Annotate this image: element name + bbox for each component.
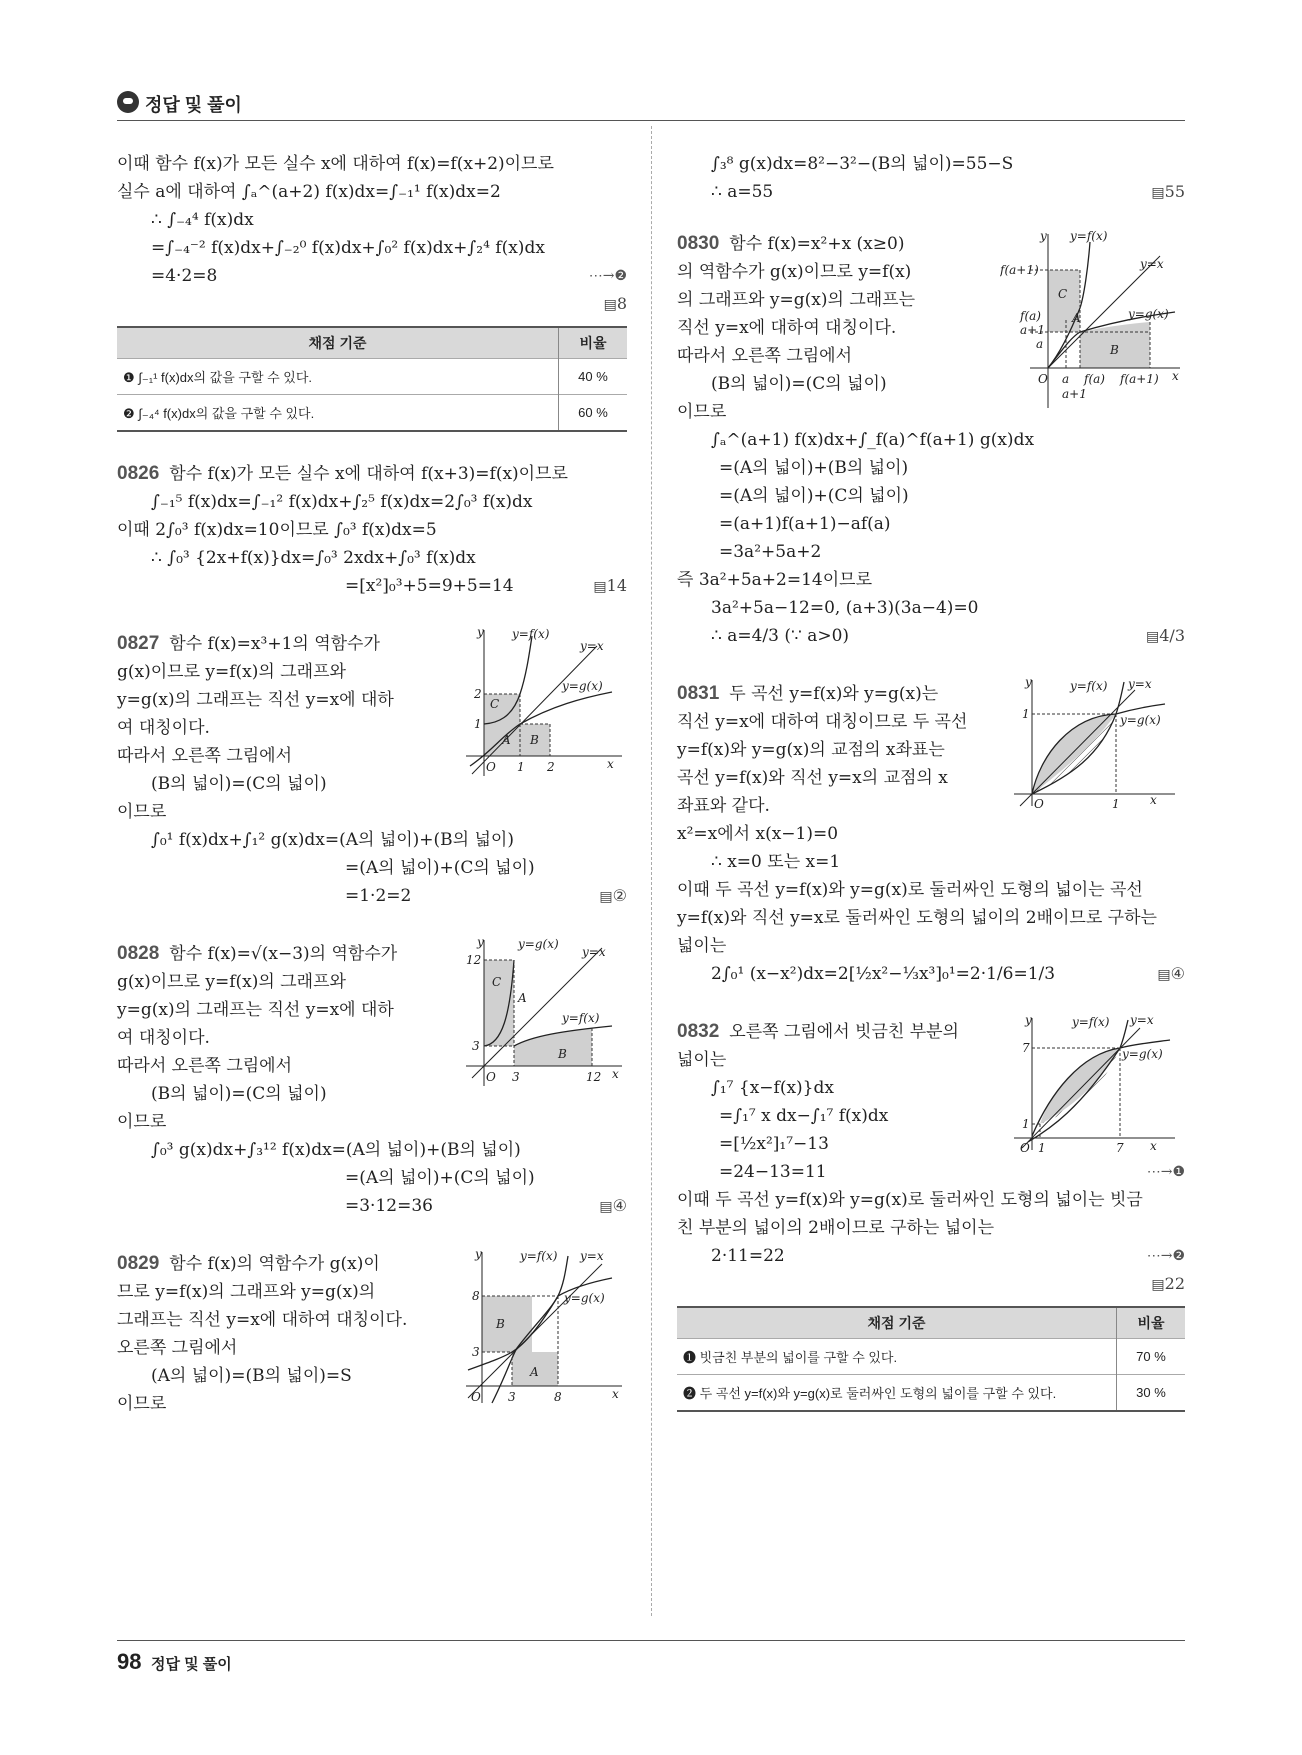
tick-label: 3 (508, 1390, 516, 1404)
problem-number: 0831 (677, 683, 720, 704)
problem-number: 0828 (117, 943, 160, 964)
tick-label: f(a) (1020, 309, 1041, 323)
region-label: C (1058, 287, 1068, 301)
grading-table (677, 1306, 1185, 1412)
text-line: 므로 y=f(x)의 그래프와 y=g(x)의 (117, 1282, 376, 1302)
text-line: =[x²]₀³+5=9+5=14 (345, 576, 514, 596)
answer-label: ▤ 22 (1151, 1270, 1185, 1299)
curve-label: y=f(x) (562, 1011, 600, 1025)
table-cell: 70 % (1117, 1339, 1186, 1375)
text-line: ∴ ∫₀³ {2x+f(x)}dx=∫₀³ 2xdx+∫₀³ f(x)dx (151, 548, 476, 568)
text-line: 2∫₀¹ (x−x²)dx=2[½x²−⅓x³]₀¹=2·1/6=1/3 (711, 964, 1056, 984)
text-line: 함수 f(x)의 역함수가 g(x)이 (169, 1254, 380, 1274)
table-cell: ❶ 빗금친 부분의 넓이를 구할 수 있다. (677, 1339, 1117, 1375)
column-divider (651, 126, 652, 1616)
line-label: y=x (580, 1249, 604, 1263)
grading-table (117, 326, 627, 432)
text-line: y=f(x)와 y=g(x)의 교점의 x좌표는 (677, 740, 945, 760)
curve-label: y=g(x) (1128, 307, 1169, 321)
curve-label: y=g(x) (1120, 713, 1161, 727)
axis-label: y (1040, 229, 1047, 243)
text-line: =[½x²]₁⁷−13 (719, 1134, 829, 1154)
text-line: 여 대칭이다. (117, 718, 210, 738)
text-line: =(A의 넓이)+(C의 넓이) (345, 1168, 535, 1188)
figure-0827 (462, 626, 627, 786)
step-mark: ⋯→ ❷ (589, 262, 627, 290)
line-label: y=x (580, 639, 604, 653)
line-label: y=x (1130, 1014, 1154, 1027)
tick-label: a (1062, 372, 1070, 386)
table-row (677, 1375, 1185, 1412)
region-label: C (492, 975, 502, 989)
answer-label: ▤ ④ (599, 1192, 627, 1221)
intro-block (117, 150, 627, 318)
text-line: ∴ ∫₋₄⁴ f(x)dx (151, 210, 254, 230)
answer-label: ▤ ④ (1157, 960, 1185, 989)
problem-number: 0826 (117, 463, 160, 484)
tick-label: 8 (472, 1289, 480, 1303)
text-line: 이므로 (677, 402, 727, 422)
answer-label: ▤ 4/3 (1146, 622, 1185, 651)
axis-label: y (477, 936, 484, 949)
text-line: 이므로 (117, 1112, 167, 1132)
text-line: 직선 y=x에 대하여 대칭이므로 두 곡선 (677, 712, 968, 732)
text-line: (A의 넓이)=(B의 넓이)=S (151, 1366, 352, 1386)
table-row (117, 359, 627, 395)
origin-label: O (1038, 372, 1048, 386)
footer-title: 정답 및 풀이 (151, 1656, 232, 1673)
step-mark: ⋯→ ❶ (1147, 1158, 1185, 1186)
answer-label: ▤ 55 (1151, 178, 1185, 207)
table-cell: 30 % (1117, 1375, 1186, 1412)
text-line: 이때 두 곡선 y=f(x)와 y=g(x)로 둘러싸인 도형의 넓이는 빗금 (677, 1190, 1143, 1210)
text-line: 이때 두 곡선 y=f(x)와 y=g(x)로 둘러싸인 도형의 넓이는 곡선 (677, 880, 1143, 900)
answer-label: ▤ 14 (593, 572, 627, 601)
text-line: =(A의 넓이)+(B의 넓이) (719, 458, 909, 478)
tick-label: 1 (1022, 707, 1030, 721)
table-cell: ❷ ∫₋₄⁴ f(x)dx의 값을 구할 수 있다. (117, 395, 559, 432)
text-line: (B의 넓이)=(C의 넓이) (711, 374, 887, 394)
curve-label: y=f(x) (1072, 1015, 1110, 1029)
text-line: =(A의 넓이)+(C의 넓이) (719, 486, 909, 506)
text-line: 의 그래프와 y=g(x)의 그래프는 (677, 290, 916, 310)
text-line: (B의 넓이)=(C의 넓이) (151, 1084, 327, 1104)
text-line: ∫₀¹ f(x)dx+∫₁² g(x)dx=(A의 넓이)+(B의 넓이) (151, 830, 514, 850)
axis-label: x (1150, 793, 1157, 807)
curve-label: y=g(x) (518, 937, 559, 951)
text-line: =1·2=2 (345, 886, 412, 906)
problem-0827 (117, 626, 627, 910)
origin-label: O (471, 1390, 481, 1404)
text-line: 넓이는 (677, 936, 727, 956)
tick-label: a+1 (1062, 387, 1087, 401)
tick-label: f(a) (1084, 372, 1105, 386)
region-label: A (1072, 311, 1081, 325)
axis-label: y (475, 1248, 482, 1261)
text-line: ∴ x=0 또는 x=1 (711, 852, 841, 872)
figure-0828 (462, 936, 627, 1096)
text-line: ∴ a=4/3 (∵ a>0) (711, 626, 850, 646)
axis-label: x (612, 1067, 619, 1081)
region-label: B (496, 1317, 505, 1331)
text-line: 2·11=22 (711, 1246, 785, 1266)
text-line: =∫₁⁷ x dx−∫₁⁷ f(x)dx (719, 1106, 889, 1126)
problem-0826 (117, 460, 627, 600)
text-line: 따라서 오른쪽 그림에서 (117, 1056, 293, 1076)
figure-0832 (1010, 1014, 1185, 1159)
text-line: 함수 f(x)=√(x−3)의 역함수가 (169, 944, 398, 964)
page-header (117, 88, 1185, 121)
table-cell: ❷ 두 곡선 y=f(x)와 y=g(x)로 둘러싸인 도형의 넓이를 구할 수 있다. (677, 1375, 1117, 1412)
text-line: ∴ a=55 (711, 182, 774, 202)
axis-label: x (607, 757, 614, 771)
text-line: 오른쪽 그림에서 빗금친 부분의 (729, 1022, 959, 1042)
text-line: 함수 f(x)가 모든 실수 x에 대하여 f(x+3)=f(x)이므로 (169, 464, 568, 484)
curve-label: y=g(x) (1122, 1047, 1163, 1061)
text-line: =3·12=36 (345, 1196, 433, 1216)
curve-label: y=g(x) (564, 1291, 605, 1305)
text-line: ∫₃⁸ g(x)dx=8²−3²−(B의 넓이)=55−S (711, 154, 1014, 174)
tick-label: 3 (472, 1345, 480, 1359)
curve-label: y=f(x) (520, 1249, 558, 1263)
line-label: y=x (582, 945, 606, 959)
text-line: 3a²+5a−12=0, (a+3)(3a−4)=0 (711, 598, 979, 618)
text-line: 그래프는 직선 y=x에 대하여 대칭이다. (117, 1310, 408, 1330)
axis-label: y (1025, 1014, 1032, 1027)
text-line: 여 대칭이다. (117, 1028, 210, 1048)
table-header: 채점 기준 (117, 327, 559, 359)
tick-label: a (1036, 337, 1044, 351)
text-line: ∫₋₁⁵ f(x)dx=∫₋₁² f(x)dx+∫₂⁵ f(x)dx=2∫₀³ f(x)dx (151, 492, 533, 512)
table-header: 비율 (559, 327, 628, 359)
text-line: =∫₋₄⁻² f(x)dx+∫₋₂⁰ f(x)dx+∫₀² f(x)dx+∫₂⁴ f(x)dx (151, 238, 545, 258)
header-title: 정답 및 풀이 (145, 95, 242, 115)
problem-number: 0829 (117, 1253, 160, 1274)
problem-0832 (677, 1014, 1185, 1298)
tick-label: 2 (547, 760, 555, 774)
text-line: =(A의 넓이)+(C의 넓이) (345, 858, 535, 878)
table-row (117, 395, 627, 432)
region-label: C (490, 697, 500, 711)
text-line: 함수 f(x)=x³+1의 역함수가 (169, 634, 380, 654)
text-line: 두 곡선 y=f(x)와 y=g(x)는 (729, 684, 939, 704)
tick-label: 1 (517, 760, 525, 774)
answer-label: ▤ ② (599, 882, 627, 911)
axis-label: x (1150, 1139, 1157, 1153)
curve-label: y=f(x) (512, 627, 550, 641)
table-header: 채점 기준 (677, 1307, 1117, 1339)
text-line: =3a²+5a+2 (719, 542, 822, 562)
page-footer (117, 1640, 1185, 1674)
text-line: 따라서 오른쪽 그림에서 (117, 746, 293, 766)
tick-label: 7 (1022, 1041, 1030, 1055)
origin-label: O (486, 760, 496, 774)
tick-label: 2 (474, 687, 482, 701)
text-line: 친 부분의 넓이의 2배이므로 구하는 넓이는 (677, 1218, 995, 1238)
tick-label: f(a+1) (1120, 372, 1159, 386)
text-line: ∫₁⁷ {x−f(x)}dx (711, 1078, 834, 1098)
tick-label: 1 (1112, 797, 1120, 811)
problem-number: 0832 (677, 1021, 720, 1042)
region-label: A (502, 733, 511, 747)
continuation-block (677, 150, 1185, 206)
region-label: B (558, 1047, 567, 1061)
text-line: x²=x에서 x(x−1)=0 (677, 824, 839, 844)
problem-0828 (117, 936, 627, 1220)
text-line: 이때 2∫₀³ f(x)dx=10이므로 ∫₀³ f(x)dx=5 (117, 520, 437, 540)
tick-label: 1 (1038, 1141, 1046, 1154)
page-number: 98 (117, 1649, 142, 1674)
text-line: y=f(x)와 직선 y=x로 둘러싸인 도형의 넓이의 2배이므로 구하는 (677, 908, 1157, 928)
tick-label: 12 (586, 1070, 602, 1084)
text-line: y=g(x)의 그래프는 직선 y=x에 대하 (117, 1000, 394, 1020)
origin-label: O (1020, 1141, 1030, 1154)
text-line: 직선 y=x에 대하여 대칭이다. (677, 318, 897, 338)
problem-number: 0830 (677, 233, 720, 254)
problem-number: 0827 (117, 633, 160, 654)
axis-label: x (612, 1387, 619, 1401)
text-line: =24−13=11 (719, 1162, 827, 1182)
tick-label: 12 (466, 953, 482, 967)
tick-label: 1 (1022, 1117, 1030, 1131)
text-line: 넓이는 (677, 1050, 727, 1070)
figure-0829 (462, 1248, 627, 1413)
text-line: 의 역함수가 g(x)이므로 y=f(x) (677, 262, 912, 282)
curve-label: y=f(x) (1070, 679, 1108, 693)
tick-label: 1 (474, 717, 482, 731)
tick-label: 8 (554, 1390, 562, 1404)
text-line: 즉 3a²+5a+2=14이므로 (677, 570, 872, 590)
tick-label: 7 (1116, 1141, 1124, 1154)
text-line: =(a+1)f(a+1)−af(a) (719, 514, 891, 534)
figure-0831 (1010, 676, 1185, 816)
text-line: 오른쪽 그림에서 (117, 1338, 238, 1358)
line-label: y=x (1140, 257, 1164, 271)
text-line: =4·2=8 (151, 266, 218, 286)
logo-icon (117, 91, 139, 113)
text-line: 이때 함수 f(x)가 모든 실수 x에 대하여 f(x)=f(x+2)이므로 (117, 154, 554, 174)
table-header: 비율 (1117, 1307, 1186, 1339)
axis-label: y (1025, 676, 1032, 689)
region-label: B (1110, 343, 1119, 357)
tick-label: f(a+1) (1000, 263, 1039, 277)
tick-label: 3 (472, 1039, 480, 1053)
curve-label: y=g(x) (562, 679, 603, 693)
table-cell: ❶ ∫₋₁¹ f(x)dx의 값을 구할 수 있다. (117, 359, 559, 395)
text-line: (B의 넓이)=(C의 넓이) (151, 774, 327, 794)
tick-label: a+1 (1020, 323, 1045, 337)
region-label: A (518, 991, 527, 1005)
text-line: g(x)이므로 y=f(x)의 그래프와 (117, 972, 346, 992)
tick-label: 3 (512, 1070, 520, 1084)
right-column (677, 150, 1185, 1412)
figure-0830 (1000, 228, 1185, 418)
origin-label: O (1034, 797, 1044, 811)
text-line: 실수 a에 대하여 ∫ₐ^(a+2) f(x)dx=∫₋₁¹ f(x)dx=2 (117, 182, 501, 202)
origin-label: O (486, 1070, 496, 1084)
axis-label: x (1172, 369, 1179, 383)
text-line: ∫₀³ g(x)dx+∫₃¹² f(x)dx=(A의 넓이)+(B의 넓이) (151, 1140, 521, 1160)
problem-0830 (677, 230, 1185, 650)
region-label: B (530, 733, 539, 747)
text-line: 곡선 y=f(x)와 직선 y=x의 교점의 x (677, 768, 948, 788)
text-line: 따라서 오른쪽 그림에서 (677, 346, 853, 366)
region-label: A (530, 1365, 539, 1379)
text-line: 함수 f(x)=x²+x (x≥0) (729, 234, 905, 254)
text-line: ∫ₐ^(a+1) f(x)dx+∫_f(a)^f(a+1) g(x)dx (711, 430, 1035, 450)
step-mark: ⋯→ ❷ (1147, 1242, 1185, 1270)
axis-label: y (477, 626, 484, 639)
left-column (117, 150, 627, 1418)
text-line: y=g(x)의 그래프는 직선 y=x에 대하 (117, 690, 394, 710)
text-line: 이므로 (117, 1394, 167, 1414)
line-label: y=x (1128, 677, 1152, 691)
table-cell: 40 % (559, 359, 628, 395)
answer-label: ▤ 8 (604, 290, 627, 319)
curve-label: y=f(x) (1070, 229, 1108, 243)
problem-0829 (117, 1250, 627, 1418)
text-line: g(x)이므로 y=f(x)의 그래프와 (117, 662, 346, 682)
table-cell: 60 % (559, 395, 628, 432)
table-row (677, 1339, 1185, 1375)
text-line: 좌표와 같다. (677, 796, 770, 816)
text-line: 이므로 (117, 802, 167, 822)
problem-0831 (677, 676, 1185, 988)
